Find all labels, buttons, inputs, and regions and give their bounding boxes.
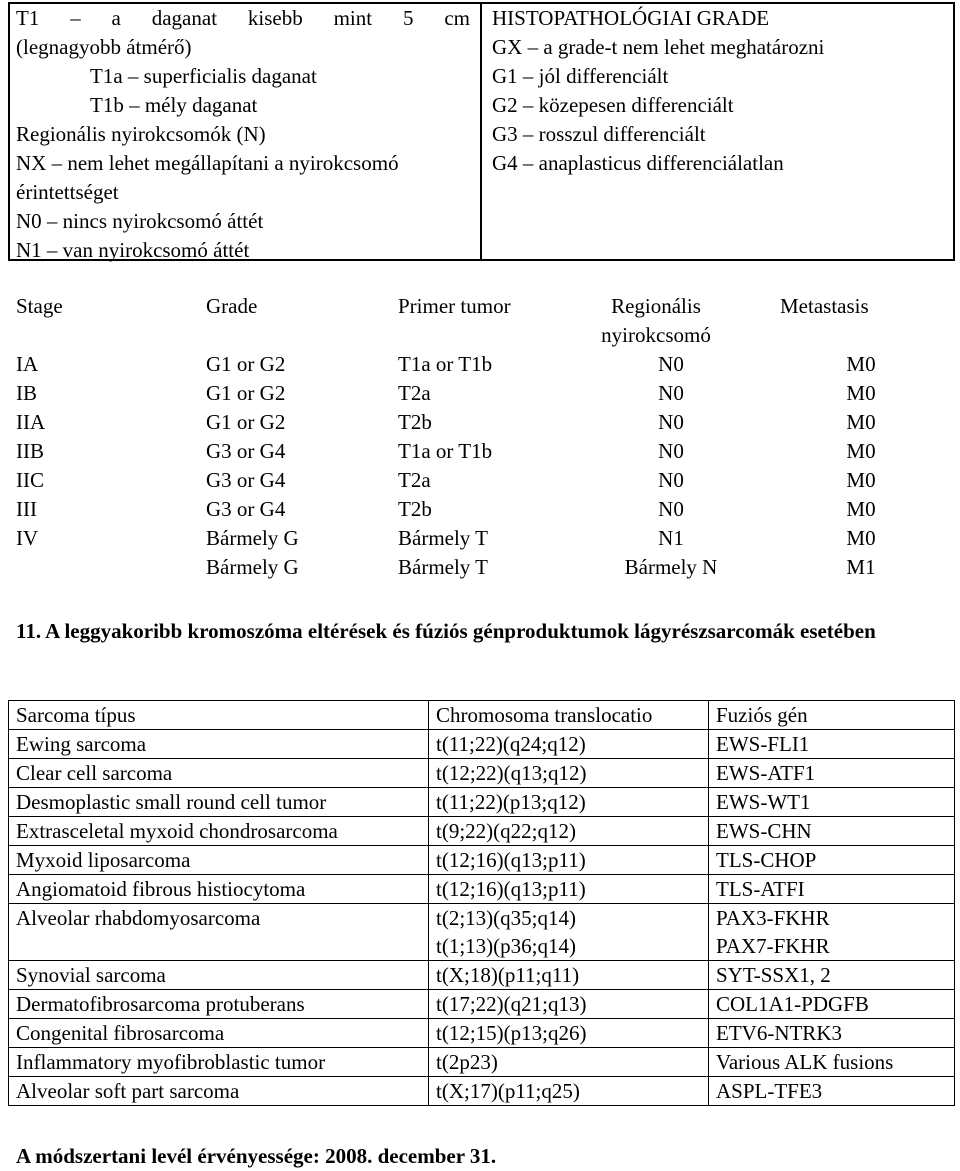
t1-part: cm [444, 6, 470, 30]
cell-tumor: T2a [398, 468, 431, 492]
t1-part: T1 [16, 6, 40, 30]
cell-stage: IIA [16, 410, 46, 434]
cell-nodes: N0 [658, 497, 684, 521]
cell-tumor-line: Bármely T [398, 526, 489, 550]
header-stage: Stage [16, 294, 63, 318]
stage-table-header [16, 292, 946, 350]
cell-stage: IIC [16, 468, 44, 492]
cell-grade [206, 524, 299, 582]
t1a-definition: T1a – superficialis daganat [90, 64, 317, 88]
cell-sarcoma-type: Myxoid liposarcoma [9, 846, 429, 875]
table-row [9, 990, 955, 1019]
stage-row [16, 350, 946, 379]
cell-translocation: t(12;16)(q13;p11) [429, 875, 709, 904]
cell-metastasis-line: M1 [846, 555, 876, 579]
cell-fusion-gene: EWS-FLI1 [709, 730, 955, 759]
cell-nodes-line: N1 [658, 526, 684, 550]
tnm-definitions [16, 4, 470, 265]
cell-nodes: N0 [658, 410, 684, 434]
header-regional-nodes-line1: Regionális [611, 294, 701, 318]
cell-stage: IA [16, 352, 39, 376]
g3-definition: G3 – rosszul differenciált [492, 122, 706, 146]
cell-sarcoma-type: Alveolar soft part sarcoma [9, 1077, 429, 1106]
stage-row-iv [16, 524, 946, 582]
cell-translocation-line: t(1;13)(p36;q14) [436, 934, 576, 958]
grade-heading: HISTOPATHOLÓGIAI GRADE [492, 6, 770, 30]
cell-sarcoma-type: Dermatofibrosarcoma protuberans [9, 990, 429, 1019]
cell-stage: IB [16, 381, 37, 405]
header-translocation: Chromosoma translocatio [429, 701, 709, 730]
cell-stage: III [16, 497, 37, 521]
cell-nodes: N0 [658, 439, 684, 463]
cell-grade: G3 or G4 [206, 439, 286, 463]
header-fusion-gene: Fuziós gén [709, 701, 955, 730]
t1-part: kisebb [247, 6, 303, 30]
cell-translocation: t(17;22)(q21;q13) [429, 990, 709, 1019]
cell-nodes: N0 [658, 468, 684, 492]
cell-metastasis: M0 [846, 381, 876, 405]
stage-row [16, 437, 946, 466]
t1b-definition: T1b – mély daganat [90, 93, 258, 117]
cell-metastasis: M0 [846, 352, 876, 376]
n1-definition: N1 – van nyirokcsomó áttét [16, 238, 250, 262]
cell-metastasis: M0 [846, 497, 876, 521]
g4-definition: G4 – anaplasticus differenciálatlan [492, 151, 784, 175]
table-row [9, 788, 955, 817]
cell-metastasis-line: M0 [846, 526, 876, 550]
sarcoma-table [8, 700, 955, 1106]
cell-grade: G1 or G2 [206, 410, 286, 434]
cell-translocation: t(X;18)(p11;q11) [429, 961, 709, 990]
cell-tumor: T2a [398, 381, 431, 405]
stage-row [16, 466, 946, 495]
cell-translocation [429, 904, 709, 961]
cell-tumor: T1a or T1b [398, 352, 493, 376]
regional-nodes-heading: Regionális nyirokcsomók (N) [16, 122, 266, 146]
cell-grade-line: Bármely G [206, 526, 299, 550]
cell-sarcoma-type: Congenital fibrosarcoma [9, 1019, 429, 1048]
grade-definitions [492, 4, 952, 178]
table-row [9, 817, 955, 846]
table-row [9, 961, 955, 990]
t1-definition-cont: (legnagyobb átmérő) [16, 35, 192, 59]
section-heading: 11. A leggyakoribb kromoszóma eltérések és fúziós génproduktumok lágyrészsarcomák esetében [16, 619, 876, 643]
cell-tumor: T1a or T1b [398, 439, 493, 463]
cell-translocation: t(X;17)(p11;q25) [429, 1077, 709, 1106]
cell-translocation-line: t(2;13)(q35;q14) [436, 906, 576, 930]
cell-translocation: t(9;22)(q22;q12) [429, 817, 709, 846]
nx-definition-cont: érintettséget [16, 180, 119, 204]
cell-grade: G1 or G2 [206, 381, 286, 405]
cell-fusion-gene: ASPL-TFE3 [709, 1077, 955, 1106]
g2-definition: G2 – közepesen differenciált [492, 93, 734, 117]
header-grade: Grade [206, 294, 258, 318]
nx-definition: NX – nem lehet megállapítani a nyirokcsomó [16, 151, 399, 175]
cell-stage: IIB [16, 439, 44, 463]
cell-translocation: t(2p23) [429, 1048, 709, 1077]
cell-nodes [586, 524, 756, 582]
t1-part: daganat [151, 6, 218, 30]
cell-sarcoma-type: Alveolar rhabdomyosarcoma [9, 904, 429, 961]
cell-fusion-gene: EWS-CHN [709, 817, 955, 846]
cell-grade: G3 or G4 [206, 468, 286, 492]
cell-sarcoma-type: Synovial sarcoma [9, 961, 429, 990]
cell-translocation: t(12;22)(q13;q12) [429, 759, 709, 788]
header-metastasis: Metastasis [780, 294, 869, 318]
cell-fusion-gene: COL1A1-PDGFB [709, 990, 955, 1019]
cell-fusion-gene: Various ALK fusions [709, 1048, 955, 1077]
cell-sarcoma-type: Extrasceletal myxoid chondrosarcoma [9, 817, 429, 846]
table-row [9, 730, 955, 759]
header-sarcoma-type: Sarcoma típus [9, 701, 429, 730]
cell-tumor [398, 524, 488, 582]
table-row [9, 904, 955, 961]
header-regional-nodes-line2: nyirokcsomó [601, 323, 711, 347]
cell-sarcoma-type: Desmoplastic small round cell tumor [9, 788, 429, 817]
cell-fusion-gene: TLS-ATFI [709, 875, 955, 904]
cell-nodes-line: Bármely N [624, 555, 718, 579]
cell-nodes: N0 [658, 381, 684, 405]
cell-sarcoma-type: Angiomatoid fibrous histiocytoma [9, 875, 429, 904]
t1-part: a [111, 6, 121, 30]
table-row [9, 759, 955, 788]
stage-table [16, 292, 946, 582]
t1-part: 5 [402, 6, 414, 30]
cell-translocation: t(11;22)(q24;q12) [429, 730, 709, 759]
cell-translocation: t(12;15)(p13;q26) [429, 1019, 709, 1048]
cell-fusion-gene: SYT-SSX1, 2 [709, 961, 955, 990]
cell-fusion-gene: EWS-ATF1 [709, 759, 955, 788]
cell-sarcoma-type: Clear cell sarcoma [9, 759, 429, 788]
cell-translocation: t(11;22)(p13;q12) [429, 788, 709, 817]
validity-note: A módszertani levél érvényessége: 2008. december 31. [16, 1144, 497, 1168]
cell-fusion-gene: TLS-CHOP [709, 846, 955, 875]
header-primary-tumor: Primer tumor [398, 294, 511, 318]
cell-metastasis [776, 524, 946, 582]
cell-grade: G3 or G4 [206, 497, 286, 521]
cell-grade-line: Bármely G [206, 555, 299, 579]
n0-definition: N0 – nincs nyirokcsomó áttét [16, 209, 264, 233]
cell-tumor: T2b [398, 410, 432, 434]
cell-fusion-gene [709, 904, 955, 961]
cell-metastasis: M0 [846, 468, 876, 492]
staging-box-divider [480, 2, 482, 261]
stage-row [16, 408, 946, 437]
sarcoma-table-header [9, 701, 955, 730]
cell-tumor-line: Bármely T [398, 555, 489, 579]
t1-definition-line [16, 4, 470, 33]
cell-fusion-gene-line: PAX7-FKHR [716, 934, 830, 958]
table-row [9, 875, 955, 904]
g1-definition: G1 – jól differenciált [492, 64, 669, 88]
header-regional-nodes [586, 292, 726, 350]
cell-metastasis: M0 [846, 410, 876, 434]
table-row [9, 1048, 955, 1077]
cell-fusion-gene: ETV6-NTRK3 [709, 1019, 955, 1048]
table-row [9, 1019, 955, 1048]
t1-part: – [70, 6, 81, 30]
cell-metastasis: M0 [846, 439, 876, 463]
table-row [9, 846, 955, 875]
cell-translocation: t(12;16)(q13;p11) [429, 846, 709, 875]
stage-row [16, 379, 946, 408]
cell-nodes: N0 [658, 352, 684, 376]
cell-tumor: T2b [398, 497, 432, 521]
table-row [9, 1077, 955, 1106]
cell-sarcoma-type: Ewing sarcoma [9, 730, 429, 759]
cell-stage: IV [16, 526, 39, 550]
cell-grade: G1 or G2 [206, 352, 286, 376]
cell-sarcoma-type: Inflammatory myofibroblastic tumor [9, 1048, 429, 1077]
stage-row [16, 495, 946, 524]
cell-fusion-gene-line: PAX3-FKHR [716, 906, 830, 930]
cell-fusion-gene: EWS-WT1 [709, 788, 955, 817]
gx-definition: GX – a grade-t nem lehet meghatározni [492, 35, 825, 59]
t1-part: mint [333, 6, 373, 30]
